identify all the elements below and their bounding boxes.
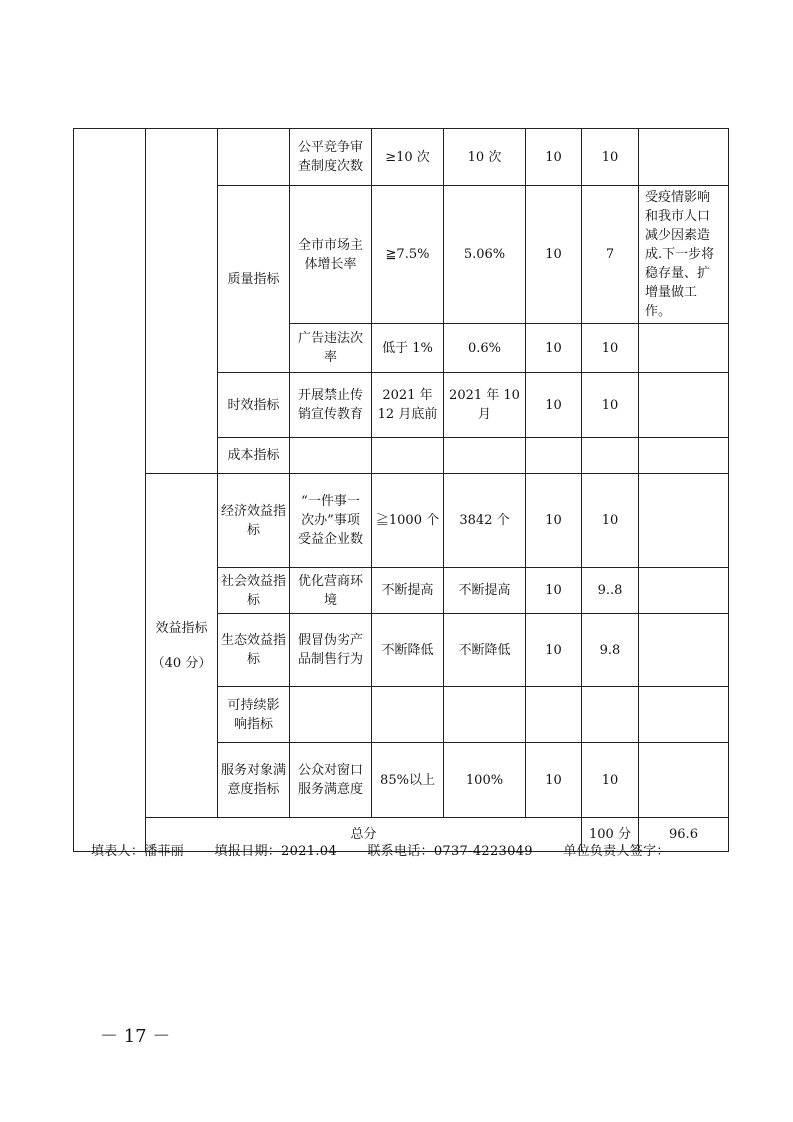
total-label: 总分 <box>146 818 582 852</box>
target-cell: 不断提高 <box>372 568 444 614</box>
target-cell: ≥10 次 <box>372 129 444 186</box>
indicator-cell: 公平竞争审查制度次数 <box>290 129 372 186</box>
indicator-cell: 公众对窗口服务满意度 <box>290 743 372 818</box>
actual-cell: 0.6% <box>444 324 526 373</box>
category-cell: 经济效益指标 <box>218 474 290 568</box>
total-score: 96.6 <box>639 818 729 852</box>
weight-cell: 10 <box>526 614 582 687</box>
indicator-cell: 广告违法次率 <box>290 324 372 373</box>
form-footer <box>91 840 696 859</box>
total-weight: 100 分 <box>582 818 639 852</box>
benefit-points: （40 分） <box>151 655 212 671</box>
category-cell: 社会效益指标 <box>218 568 290 614</box>
note-cell <box>639 373 729 438</box>
target-cell: 不断降低 <box>372 614 444 687</box>
indicator-cell: 假冒伪劣产品制售行为 <box>290 614 372 687</box>
performance-table <box>73 128 729 852</box>
category-cell: 时效指标 <box>218 373 290 438</box>
note-cell: 受疫情影响和我市人口减少因素造成.下一步将稳存量、扩增量做工作。 <box>639 186 729 324</box>
category-cell: 成本指标 <box>218 438 290 474</box>
blank-category-cell <box>218 129 290 186</box>
table-row <box>74 474 729 568</box>
score-cell: 10 <box>582 324 639 373</box>
leader-signature-field: 单位负责人签字： <box>563 844 670 859</box>
weight-cell: 10 <box>526 743 582 818</box>
actual-cell: 2021 年 10 月 <box>444 373 526 438</box>
actual-cell: 100% <box>444 743 526 818</box>
score-cell: 10 <box>582 474 639 568</box>
weight-cell: 10 <box>526 324 582 373</box>
target-cell: 低于 1% <box>372 324 444 373</box>
note-cell <box>639 743 729 818</box>
score-cell: 10 <box>582 373 639 438</box>
note-cell <box>639 324 729 373</box>
category-cell: 质量指标 <box>218 186 290 373</box>
score-cell: 9.8 <box>582 614 639 687</box>
category-cell: 可持续影响指标 <box>218 687 290 743</box>
target-cell: 2021 年 12 月底前 <box>372 373 444 438</box>
indicator-cell: 优化营商环境 <box>290 568 372 614</box>
actual-cell: 10 次 <box>444 129 526 186</box>
weight-cell: 10 <box>526 129 582 186</box>
score-cell: 7 <box>582 186 639 324</box>
page-number: － 17 － <box>100 1026 171 1047</box>
benefit-label: 效益指标 <box>155 620 208 636</box>
filler-field: 填表人：潘菲丽 <box>91 844 185 859</box>
weight-cell: 10 <box>526 186 582 324</box>
phone-field: 联系电话：0737-4223049 <box>367 844 533 859</box>
weight-cell: 10 <box>526 474 582 568</box>
weight-cell: 10 <box>526 373 582 438</box>
category-cell: 服务对象满意度指标 <box>218 743 290 818</box>
benefit-category-cell <box>146 474 218 818</box>
actual-cell: 3842 个 <box>444 474 526 568</box>
note-cell <box>639 474 729 568</box>
target-cell: ≧7.5% <box>372 186 444 324</box>
score-cell: 10 <box>582 129 639 186</box>
score-cell: 10 <box>582 743 639 818</box>
category-cell: 生态效益指标 <box>218 614 290 687</box>
indicator-cell: 开展禁止传销宣传教育 <box>290 373 372 438</box>
note-cell <box>639 129 729 186</box>
weight-cell: 10 <box>526 568 582 614</box>
score-cell: 9..8 <box>582 568 639 614</box>
indicator-cell: 全市市场主体增长率 <box>290 186 372 324</box>
actual-cell: 不断降低 <box>444 614 526 687</box>
table-row <box>74 129 729 186</box>
actual-cell: 不断提高 <box>444 568 526 614</box>
target-cell: ≧1000 个 <box>372 474 444 568</box>
actual-cell: 5.06% <box>444 186 526 324</box>
indicator-cell: “一件事一次办”事项受益企业数 <box>290 474 372 568</box>
blank-level1-cell <box>74 129 146 852</box>
target-cell: 85%以上 <box>372 743 444 818</box>
date-field: 填报日期：2021.04 <box>214 844 337 859</box>
note-cell <box>639 614 729 687</box>
blank-level2-cell <box>146 129 218 474</box>
note-cell <box>639 568 729 614</box>
